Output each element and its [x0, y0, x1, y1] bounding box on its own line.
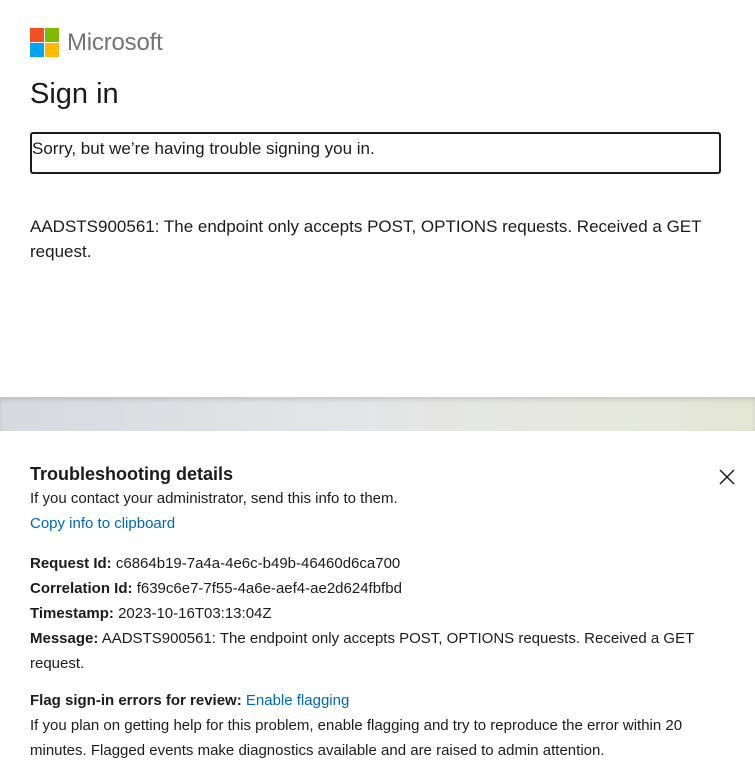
- logo-square-red: [30, 28, 44, 42]
- error-message: AADSTS900561: The endpoint only accepts POST, OPTIONS requests. Received a GET request.: [30, 217, 702, 261]
- error-notice-box: Sorry, but we’re having trouble signing you in.: [30, 132, 721, 174]
- correlation-id-label: Correlation Id:: [30, 580, 133, 597]
- flag-description: If you plan on getting help for this problem, enable flagging and try to reproduce the error within 20 minutes. Flagged events make diagnostics available and are raised to admin attention.: [30, 717, 683, 759]
- enable-flagging-link[interactable]: Enable flagging: [245, 692, 350, 709]
- close-icon: [716, 466, 738, 488]
- page-title: Sign in: [30, 78, 119, 110]
- logo-square-green: [45, 28, 59, 42]
- timestamp-row: [30, 601, 730, 626]
- microsoft-logo-icon: [30, 28, 59, 57]
- message-value: AADSTS900561: The endpoint only accepts POST, OPTIONS requests. Received a GET request.: [30, 630, 694, 672]
- timestamp-label: Timestamp:: [30, 605, 114, 622]
- troubleshooting-heading: Troubleshooting details: [30, 464, 234, 484]
- request-id-label: Request Id:: [30, 555, 112, 572]
- correlation-id-value: f639c6e7-7f55-4a6e-aef4-ae2d624fbfbd: [136, 580, 402, 597]
- correlation-id-row: [30, 576, 730, 601]
- flag-row: [30, 688, 735, 713]
- request-id-row: [30, 551, 730, 576]
- request-id-value: c6864b19-7a4a-4e6c-b49b-46460d6ca700: [115, 555, 401, 572]
- message-row: [30, 626, 730, 676]
- brand-name: Microsoft: [67, 28, 163, 56]
- flag-label: Flag sign-in errors for review:: [30, 692, 242, 709]
- logo-square-yellow: [45, 43, 59, 57]
- detail-list: [30, 551, 730, 676]
- copy-info-link[interactable]: Copy info to clipboard: [30, 515, 176, 532]
- contact-admin-text: If you contact your administrator, send this info to them.: [30, 490, 398, 507]
- logo-square-blue: [30, 43, 44, 57]
- close-button[interactable]: [716, 466, 738, 488]
- timestamp-value: 2023-10-16T03:13:04Z: [118, 605, 272, 622]
- background-band: [0, 397, 755, 431]
- message-label: Message:: [30, 630, 99, 647]
- flag-section: [30, 688, 735, 763]
- microsoft-logo: [30, 28, 163, 57]
- troubleshooting-panel: [0, 431, 755, 778]
